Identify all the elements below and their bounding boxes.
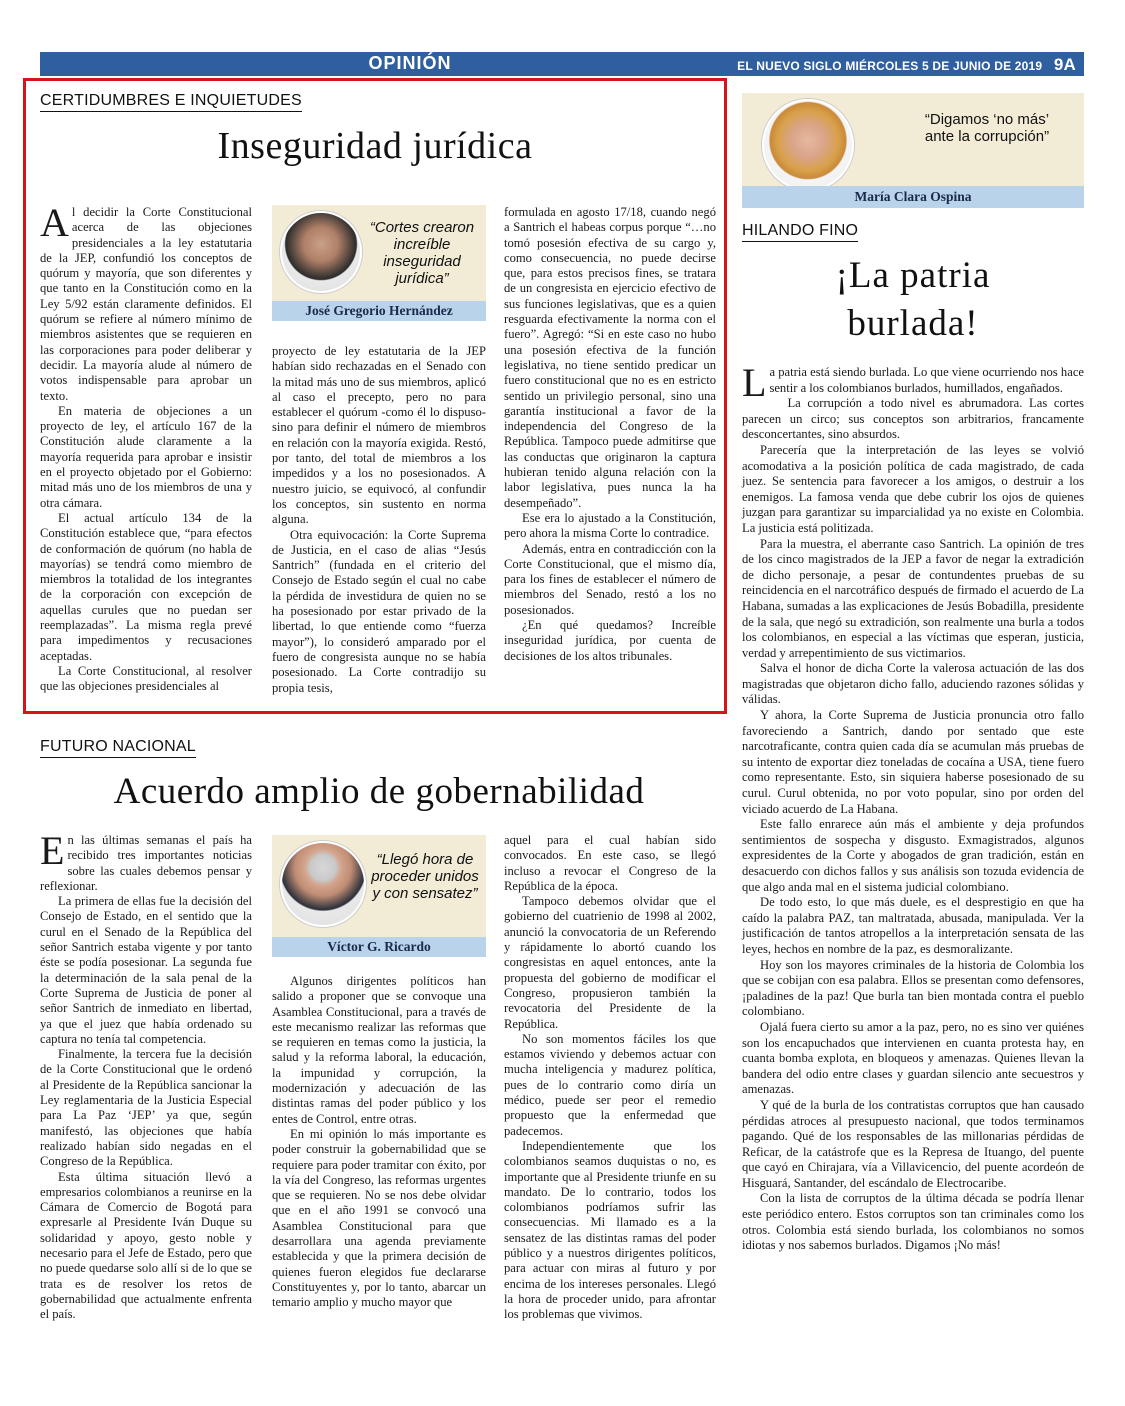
paragraph: Ese era lo ajustado a la Constitución, pero ahora la misma Corte lo contradice.: [504, 510, 716, 541]
paragraph: La primera de ellas fue la decisión del Consejo de Estado, en el sentido que la curul en el Senado de la República del señor Santrich estaba vigente y por tanto éste se podía posesionar. La segunda fue la determinación de la sala penal de la Corte Suprema de Justicia de poner al señor Santrich de inmediato en libertad, ya que el juez que había ordenado su captura no tenía tal competencia.: [40, 894, 252, 1046]
headline-acuerdo: Acuerdo amplio de gobernabilidad: [113, 771, 645, 812]
headline-line: ¡La patria: [835, 255, 991, 296]
page-number: 9A: [1053, 55, 1076, 74]
paragraph: En mi opinión lo más importante es poder construir la gobernabilidad que se requiere para poder tramitar con éxito, por la vía del Congreso, las reformas urgentes que se requieren. No se nos debe olvidar que en el año 1991 se convocó una Asamblea Constitucional para que desarrollara una agenda previamente establecida y que la primera decisión de quienes fueron elegidos fue declararse Constituyentes y, por lo tanto, abarcar un temario amplio y mucho mayor que: [272, 1126, 486, 1310]
section-title: OPINIÓN: [368, 53, 452, 73]
pull-quote: “Digamos ‘no más’ ante la corrupción”: [924, 111, 1050, 145]
headline-line: burlada!: [847, 303, 979, 344]
paragraph: El actual artículo 134 de la Constitución establece que, “para efectos de conformación de quórum (no habla de mayorías) se tendrá como miembro de miembros la totalidad de los integrantes de la corporación con excepción de aquellas curules que no puedan ser reemplazadas”. La misma regla prevé para impedimentos y recusaciones aceptadas.: [40, 510, 252, 663]
article3-body: [742, 360, 1084, 1254]
pull-quote: “Llegó hora de proceder unidos y con sensatez”: [371, 851, 479, 902]
paragraph: La corrupción a todo nivel es abrumadora. Las cortes parecen un circo; sus conceptos son arbitrarios, francamente desconcertantes, sino absurdos.: [742, 396, 1084, 442]
paragraph: proyecto de ley estatutaria de la JEP habían sido rechazadas en el Senado con la mitad más uno de sus miembros, aplicó al caso el precepto, pero no para establecer el quórum -como él lo dispuso- sino para definir el número de miembros en relación con la mayoría exigida. Restó, por tanto, del total de miembros a los impedidos y a los no posesionados. A nuestro juicio, se equivocó, al confundir los conceptos, sin sustento en norma alguna.: [272, 344, 486, 527]
paragraph: Finalmente, la tercera fue la decisión de la Corte Constitucional que le ordenó al Presidente de la República sancionar la Ley reglamentaria de la Justicia Especial para La Paz ‘JEP’ ya que, según manifestó, las objeciones que había realizado habían sido negadas en el Congreso de la República.: [40, 1047, 252, 1169]
paragraph: Este fallo enrarece aún más el ambiente y deja profundos sentimientos de sospecha y disgusto. Exmagistrados, algunos expresidentes de la Corte y abogados de gran tradición, están en desacuerdo con dichos fallos y sus análisis son tozuda evidencia de que algo anda mal en el sistema judicial colombiano.: [742, 817, 1084, 894]
paragraph: Salva el honor de dicha Corte la valerosa actuación de las dos magistradas que objetaron dicho fallo, aduciendo razones sólidas y válidas.: [742, 661, 1084, 707]
paragraph: Tampoco debemos olvidar que el gobierno del cuatrienio de 1998 al 2002, anunció la convocatoria de un Referendo y rápidamente lo abortó cuando los congresistas en aquel entonces, ante la propuesta del gobierno de modificar el Congreso, propusieron también la revocatoria del Presidente de la República.: [504, 894, 716, 1031]
author-photo-hernandez: [280, 211, 362, 293]
dropcap: E: [40, 828, 65, 873]
paragraph: Además, entra en contradicción con la Corte Constitucional, que el mismo día, para los fines de establecer el número de miembros del Senado, restó a los no posesionados.: [504, 541, 716, 617]
article2-column-3: [504, 833, 716, 1323]
paragraph: Con la lista de corruptos de la última década se podría llenar este periódico entero. Estos corruptos son tan criminales como los otros. Colombia está siendo burlada, los colombianos no somos idiotas y nos sabemos burlados. Digamos ¡No más!: [742, 1191, 1084, 1253]
paragraph: Y ahora, la Corte Suprema de Justicia pronuncia otro fallo favoreciendo a Santrich, dando por sentado que este narcotraficante, contra quien cada día se acumulan más pruebas de su intento de exportar diez toneladas de cocaína a USA, tiene fuero como representante. Esto, sin siquiera haberse posesionado de su curul. Curul obtenida, no por voto popular, sino por orden del viciado acuerdo de La Habana.: [742, 708, 1084, 816]
article2-column-2: [272, 974, 486, 1311]
issue-date: MIÉRCOLES 5 DE JUNIO DE 2019: [845, 59, 1043, 73]
author-box-ricardo: [272, 835, 486, 957]
paragraph: Y qué de la burla de los contratistas corruptos que han causado pérdidas atroces al presupuesto nacional, que todos terminamos pagando. Qué de los responsables de las millonarias pérdidas de Reficar, de la catástrofe que es la Represa de Ituango, del puente que cayó en Chirajara, vía a Villavicencio, del puente acordeón de Hisguará, Santander, del escándalo de Electrocaribe.: [742, 1097, 1084, 1190]
author-name: José Gregorio Hernández: [272, 301, 486, 321]
paragraph: De todo esto, lo que más duele, es el desprestigio en que ha caído la palabra PAZ, tan maltratada, abusada, manipulada. Ver la justificación de tantos atropellos a la interpretación sensata de las leyes, hechos en nombre de la paz, es desmoralizante.: [742, 895, 1084, 956]
headline-patria: [742, 252, 1084, 348]
author-name: Víctor G. Ricardo: [272, 937, 486, 957]
article2-column-1: [40, 828, 252, 1323]
paragraph: Esta última situación llevó a empresarios colombianos a reunirse en la Cámara de Comercio de Bogotá para expresarle al Presidente Iván Duque su solidaridad y apoyo, gesto noble y necesario para el Jefe de Estado, pero que no puede quedarse solo allí si de lo que se trata es de resolver los retos de gobernabilidad que actualmente enfrenta el país.: [40, 1169, 252, 1322]
paragraph: Algunos dirigentes políticos han salido a proponer que se convoque una Asamblea Constitucional, para a través de este mecanismo realizar las reformas que se requieren en temas como la justicia, la salud y la reforma laboral, la educación, la impunidad y corrupción, la modernización y adecuación de las distintas ramas del poder público y los entes de Control, entre otras.: [272, 974, 486, 1126]
dropcap: L: [742, 360, 767, 405]
paragraph: formulada en agosto 17/18, cuando negó a Santrich el habeas corpus porque “…no tomó posesión efectiva de su cargo y, como consecuencia, no puede decirse que, para estos precisos fines, se tratara de un congresista en ejercicio efectivo de sus funciones legislativas, que es a quien resguarda efectivamente la norma con el fuero”. Agregó: “Si en este caso no hubo una posesión efectiva de la función legislativa, no tiene sentido predicar un fuero constitucional que no es en estricto sentido un privilegio personal, sino una garantía institucional a favor de la independencia del Congreso de la República. Tampoco puede admitirse que las conductas que originaron la captura hubieran tenido alguna relación con la labor legislativa, pues nunca la ha desempeñado”.: [504, 205, 716, 510]
author-photo-ospina: [762, 99, 854, 191]
paragraph: Ojalá fuera cierto su amor a la paz, pero, no es sino ver quiénes son los encapuchados que intervienen en cuanta protesta hay, en cuanta bomba explota, en bloqueos y amenazas. Quienes llevan la bandera del odio entre clases y guardan silencio ante secuestros y amenazas.: [742, 1019, 1084, 1097]
paragraph: Independientemente que los colombianos seamos duquistas o no, es importante que al Presidente triunfe en su mandato. De lo contrario, todos los colombianos podríamos sufrir las consecuencias. Mi llamado es a la sensatez de las distintas ramas del poder público y a nuestros dirigentes políticos, para actuar con miras al futuro y por encima de los intereses personales. Llegó la hora de proceder unido, para afrontar los problemas que vivimos.: [504, 1138, 716, 1322]
paragraph: aquel para el cual habían sido convocados. En este caso, se llegó incluso a revocar el Congreso de la República de la época.: [504, 833, 716, 893]
article1-column-1: [40, 200, 252, 695]
author-photo-ricardo: [280, 841, 366, 927]
paragraph: a patria está siendo burlada. Lo que viene ocurriendo nos hace sentir a los colombianos burlados, humillados, engañados.: [769, 365, 1084, 395]
article1-column-2: [272, 344, 486, 696]
kicker-hilando-fino: HILANDO FINO: [742, 222, 858, 242]
paragraph: n las últimas semanas el país ha recibido tres importantes noticias sobre las cuales debemos pensar y reflexionar.: [40, 833, 252, 893]
paragraph: Hoy son los mayores criminales de la historia de Colombia los que se cobijan con esa palabra. Ellos se presentan como defensores, ¡paladines de la paz! Que burla tan bien montada contra el pueblo colombiano.: [742, 957, 1084, 1019]
author-box-ospina: [742, 93, 1084, 208]
paper-name: EL NUEVO SIGLO: [737, 59, 842, 73]
article1-column-3: [504, 205, 716, 664]
paragraph: No son momentos fáciles los que estamos viviendo y debemos actuar con mucha inteligencia y madurez política, pues de lo contrario como diría un médico, puede ser peor el remedio propuesto que la enfermedad que padecemos.: [504, 1031, 716, 1138]
pull-quote: “Cortes crearon increíble inseguridad jurídica”: [369, 219, 475, 287]
author-box-hernandez: [272, 205, 486, 321]
paragraph: l decidir la Corte Constitucional acerca de las objeciones presidenciales a la ley estatutaria de la JEP, confundió los conceptos de quórum y mayoría, que son diferentes y que tanto en la Constitución como en la Ley 5/92 están claramente definidos. El quórum se refiere al número mínimo de miembros asistentes que se requieren en las corporaciones para poder deliberar y decidir. La mayoría alude al número de votos indispensable para aprobar un texto.: [40, 205, 252, 403]
masthead-info: [737, 55, 1076, 75]
kicker-futuro-nacional: FUTURO NACIONAL: [40, 738, 196, 758]
paragraph: ¿En qué quedamos? Increíble inseguridad jurídica, por cuenta de decisiones de los altos tribunales.: [504, 618, 716, 663]
author-name: María Clara Ospina: [742, 186, 1084, 208]
headline-inseguridad: Inseguridad jurídica: [217, 125, 533, 167]
kicker-certidumbres: CERTIDUMBRES E INQUIETUDES: [40, 92, 302, 112]
paragraph: Parecería que la interpretación de las leyes se volvió acomodativa a la posición política de cada magistrado, de cada juez. Se sentencia para favorecer a los amigos, o destruir a los enemigos. La famosa venda que debe cubrir los ojos de quienes juzgan para garantizar su imparcialidad ya no existe en Colombia. La justicia está politizada.: [742, 442, 1084, 535]
paragraph: En materia de objeciones a un proyecto de ley, el artículo 167 de la Constitución alude claramente a la mayoría requerida para aprobar e insistir en el proyecto objetado por el Gobierno: mitad más uno de los miembros de una y otra cámara.: [40, 403, 252, 510]
paragraph: Para la muestra, el aberrante caso Santrich. La opinión de tres de los cinco magistrados de la JEP a favor de negar la extradición de dicho personaje, a pesar de contundentes pruebas de su reincidencia en el narcotráfico después de firmado el acuerdo de La Habana, sumadas a las explicaciones de Jesús Bobadilla, presidente de la sala, que negó su extradición, son realmente una burla a todos los colombianos, en especial a las víctimas que esperan, justicia, verdad y arrepentimiento de sus victimarios.: [742, 536, 1084, 660]
paragraph: La Corte Constitucional, al resolver que las objeciones presidenciales al: [40, 663, 252, 694]
page-header: [40, 52, 1084, 76]
paragraph: Otra equivocación: la Corte Suprema de Justicia, en el caso de alias “Jesús Santrich” (fundada en el criterio del Consejo de Estado según el cual no cabe la pérdida de investidura de quien no se ha posesionado por estar privado de la libertad, lo que entiende como “fuerza mayor”), lo consideró amparado por el fuero de congresista aunque no se había posesionado. La Corte contradijo su propia tesis,: [272, 527, 486, 695]
dropcap: A: [40, 200, 69, 245]
